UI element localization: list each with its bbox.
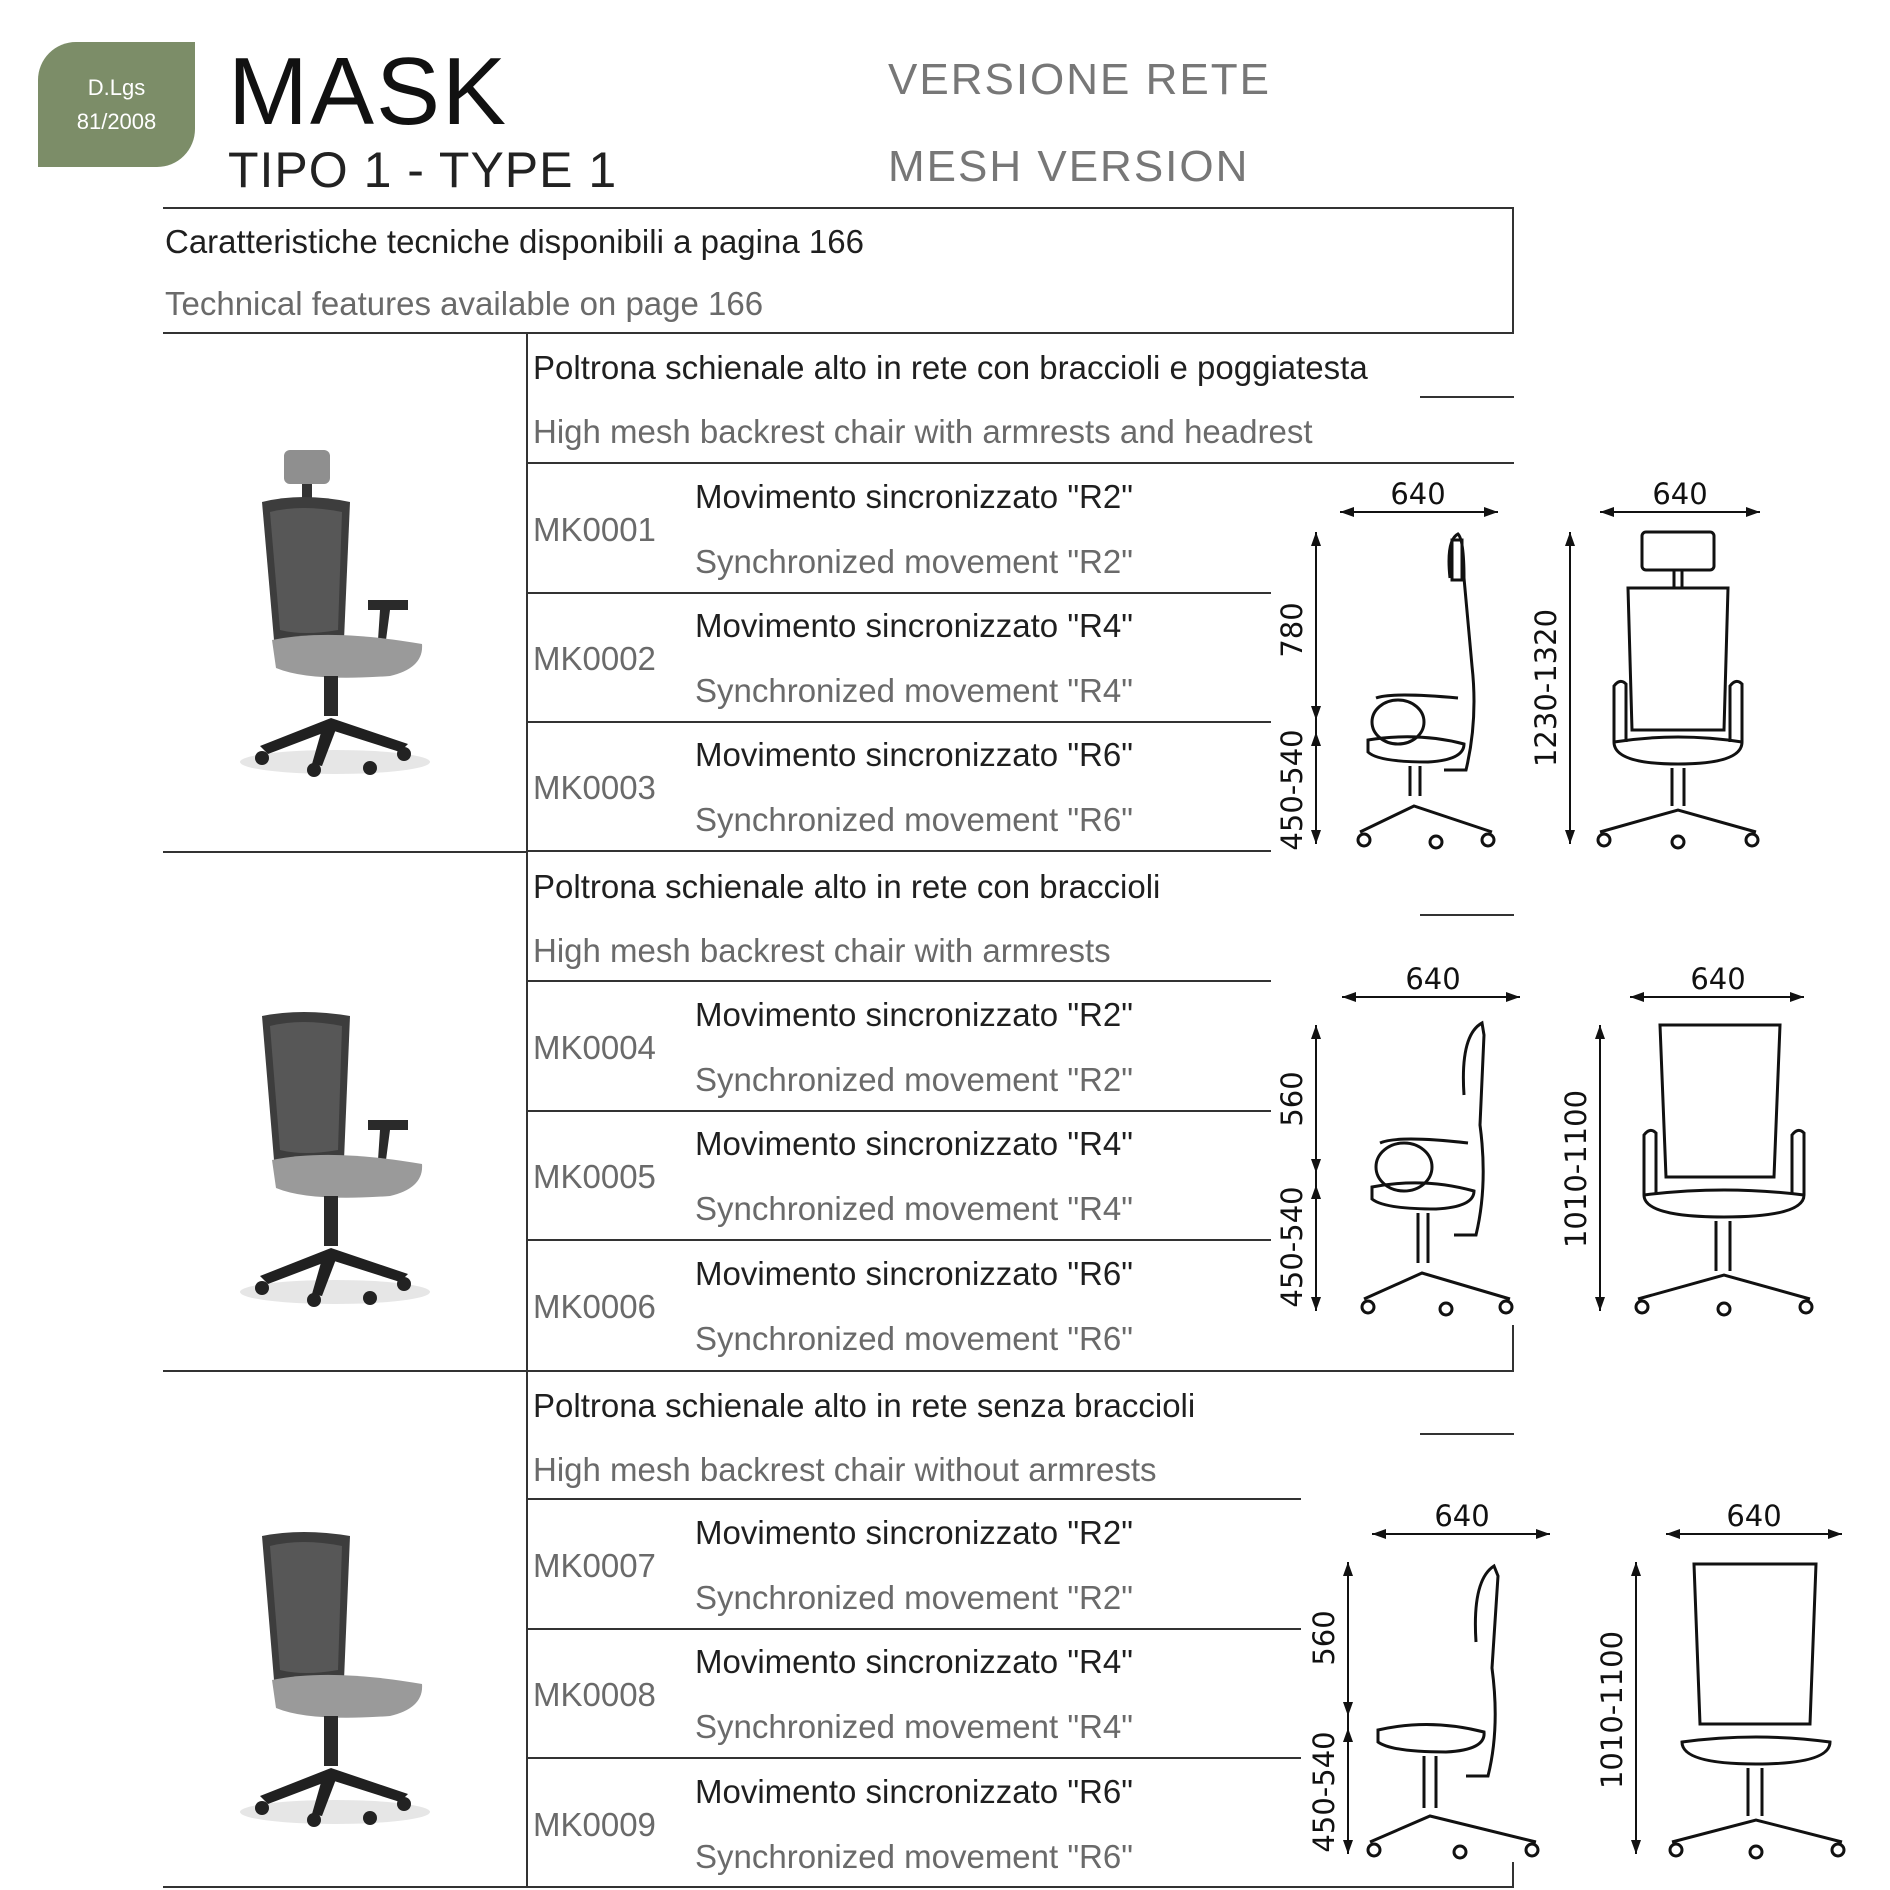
product-code: MK0007 (533, 1547, 656, 1584)
badge-line-2: 81/2008 (76, 108, 157, 134)
width-label: 640 (1390, 477, 1446, 511)
width-label: 640 (1405, 962, 1461, 996)
total-height-label: 1010-1100 (1559, 1089, 1593, 1249)
movement-en: Synchronized movement "R6" (695, 1320, 1133, 1357)
product-code: MK0002 (533, 640, 656, 677)
section-title-it: Poltrona schienale alto in rete senza braccioli (533, 1387, 1196, 1424)
movement-en: Synchronized movement "R4" (695, 1708, 1133, 1745)
chair-photo-armrests (240, 1010, 460, 1310)
version-label-it: VERSIONE RETE (888, 55, 1271, 104)
intro-text-it: Caratteristiche tecniche disponibili a pagina 166 (165, 223, 864, 260)
width-label: 640 (1726, 1499, 1782, 1533)
row-divider (526, 1239, 1271, 1241)
front-view-diagram (1548, 955, 1818, 1325)
movement-it: Movimento sincronizzato "R2" (695, 996, 1133, 1033)
front-view-diagram (1580, 1492, 1860, 1872)
side-view-diagram (1268, 470, 1518, 860)
chair-photo-no-armrests (240, 1530, 460, 1830)
total-height-label: 1230-1320 (1529, 608, 1563, 768)
section-title-it: Poltrona schienale alto in rete con braccioli (533, 868, 1161, 905)
product-code: MK0009 (533, 1806, 656, 1843)
width-label: 640 (1690, 962, 1746, 996)
movement-it: Movimento sincronizzato "R2" (695, 1514, 1133, 1551)
width-label: 640 (1652, 477, 1708, 511)
row-divider (526, 1628, 1301, 1630)
movement-it: Movimento sincronizzato "R2" (695, 478, 1133, 515)
product-code: MK0003 (533, 769, 656, 806)
seat-height-label: 450-540 (1307, 1731, 1341, 1853)
section-divider (163, 1370, 1514, 1372)
divider (1512, 1325, 1514, 1370)
total-height-label: 1010-1100 (1595, 1630, 1629, 1790)
width-label: 640 (1434, 1499, 1490, 1533)
front-view-diagram (1530, 470, 1780, 860)
movement-it: Movimento sincronizzato "R6" (695, 736, 1133, 773)
movement-en: Synchronized movement "R4" (695, 1190, 1133, 1227)
section-title-en: High mesh backrest chair with armrests (533, 932, 1111, 969)
movement-it: Movimento sincronizzato "R4" (695, 1643, 1133, 1680)
movement-en: Synchronized movement "R2" (695, 543, 1133, 580)
side-view-diagram (1300, 1492, 1570, 1872)
product-code: MK0006 (533, 1288, 656, 1325)
section-divider (163, 851, 528, 853)
divider (1420, 396, 1514, 398)
movement-en: Synchronized movement "R4" (695, 672, 1133, 709)
intro-text-en: Technical features available on page 166 (165, 285, 764, 322)
back-height-label: 560 (1275, 1071, 1309, 1127)
movement-en: Synchronized movement "R6" (695, 801, 1133, 838)
section-title-en: High mesh backrest chair with armrests and headrest (533, 413, 1313, 450)
divider (163, 207, 1514, 209)
section-title-en: High mesh backrest chair without armrests (533, 1451, 1157, 1488)
divider (163, 332, 1514, 334)
divider (526, 462, 1514, 464)
divider (1420, 1433, 1514, 1435)
divider (526, 980, 1271, 982)
badge-line-1: D.Lgs (87, 74, 146, 100)
product-code: MK0008 (533, 1676, 656, 1713)
back-height-label: 560 (1307, 1610, 1341, 1666)
movement-it: Movimento sincronizzato "R4" (695, 1125, 1133, 1162)
movement-it: Movimento sincronizzato "R4" (695, 607, 1133, 644)
legal-badge (38, 42, 195, 167)
row-divider (526, 592, 1271, 594)
row-divider (526, 1757, 1301, 1759)
row-divider (526, 721, 1271, 723)
chair-photo-headrest (240, 440, 460, 780)
movement-it: Movimento sincronizzato "R6" (695, 1773, 1133, 1810)
divider (1420, 914, 1514, 916)
row-divider (526, 1110, 1271, 1112)
section-title-it: Poltrona schienale alto in rete con braccioli e poggiatesta (533, 349, 1368, 386)
divider (526, 1498, 1301, 1500)
section-divider (163, 1886, 1514, 1888)
back-height-label: 780 (1275, 602, 1309, 658)
divider (1512, 207, 1514, 332)
movement-en: Synchronized movement "R2" (695, 1061, 1133, 1098)
seat-height-label: 450-540 (1275, 729, 1309, 851)
product-code: MK0004 (533, 1029, 656, 1066)
movement-en: Synchronized movement "R2" (695, 1579, 1133, 1616)
product-subtitle: TIPO 1 - TYPE 1 (228, 142, 618, 198)
product-code: MK0001 (533, 511, 656, 548)
seat-height-label: 450-540 (1275, 1186, 1309, 1308)
movement-en: Synchronized movement "R6" (695, 1838, 1133, 1875)
row-divider (526, 850, 1271, 852)
product-title: MASK (228, 38, 509, 145)
side-view-diagram (1268, 955, 1538, 1325)
movement-it: Movimento sincronizzato "R6" (695, 1255, 1133, 1292)
version-label-en: MESH VERSION (888, 142, 1250, 191)
product-code: MK0005 (533, 1158, 656, 1195)
